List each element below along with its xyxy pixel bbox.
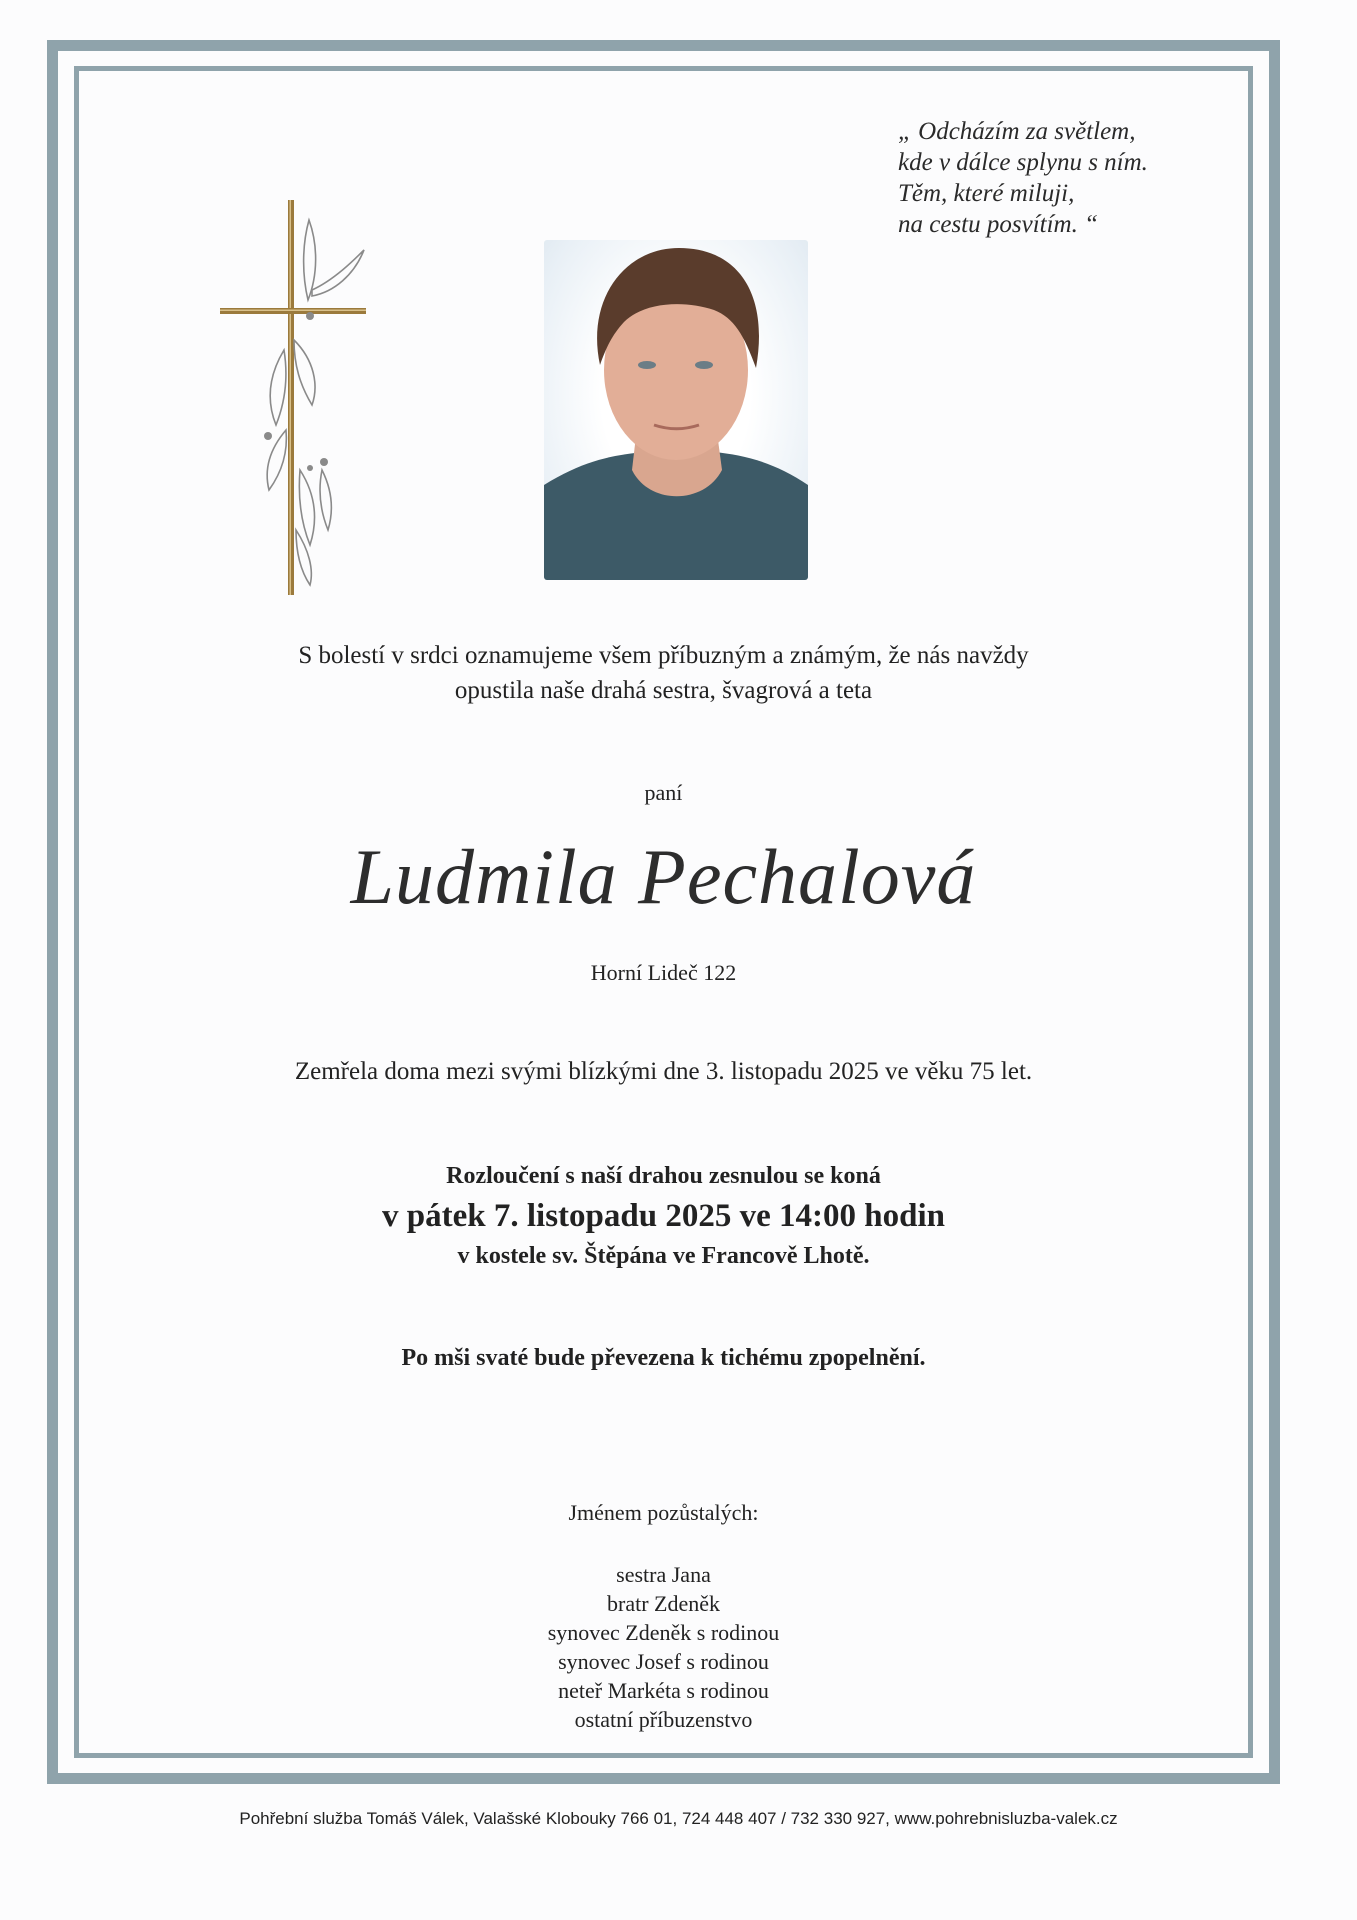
after-mass-note: Po mši svaté bude převezena k tichému zpopelnění.	[401, 1345, 926, 1371]
mourners-list	[74, 1560, 1253, 1734]
address: Horní Lideč 122	[590, 960, 737, 985]
mourner: bratr Zdeněk	[607, 1591, 720, 1616]
intro-line: opustila naše drahá sestra, švagrová a teta	[454, 677, 873, 704]
title: paní	[644, 780, 683, 805]
farewell-date: v pátek 7. listopadu 2025 ve 14:00 hodin	[382, 1198, 945, 1234]
quote	[898, 116, 1148, 240]
mourner: neteř Markéta s rodinou	[558, 1678, 769, 1703]
portrait-icon	[544, 240, 808, 580]
mourner: sestra Jana	[616, 1562, 711, 1587]
deceased-name: Ludmila Pechalová	[350, 833, 977, 920]
death-notice: Zemřela doma mezi svými blízkými dne 3. listopadu 2025 ve věku 75 let.	[294, 1058, 1033, 1085]
intro-text	[74, 638, 1253, 708]
quote-line: „ Odcházím za světlem,	[898, 118, 1136, 145]
signed-by: Jménem pozůstalých:	[568, 1500, 759, 1525]
footer: Pohřební služba Tomáš Válek, Valašské Klobouky 766 01, 724 448 407 / 732 330 927, www.pohrebnisluzba-valek.cz	[239, 1809, 1118, 1828]
portrait-photo	[544, 240, 808, 580]
quote-line: Těm, které miluji,	[898, 180, 1075, 207]
cross-icon	[214, 200, 384, 595]
mourner: ostatní příbuzenstvo	[574, 1707, 753, 1732]
mourner: synovec Josef s rodinou	[558, 1649, 769, 1674]
quote-line: kde v dálce splynu s ním.	[898, 149, 1148, 176]
farewell-place: v kostele sv. Štěpána ve Francově Lhotě.	[457, 1243, 870, 1269]
quote-line: na cestu posvítím. “	[898, 211, 1098, 238]
intro-line: S bolestí v srdci oznamujeme všem příbuzným a známým, že nás navždy	[298, 642, 1029, 669]
mourner: synovec Zdeněk s rodinou	[547, 1620, 780, 1645]
farewell-line-1: Rozloučení s naší drahou zesnulou se koná	[446, 1163, 881, 1189]
